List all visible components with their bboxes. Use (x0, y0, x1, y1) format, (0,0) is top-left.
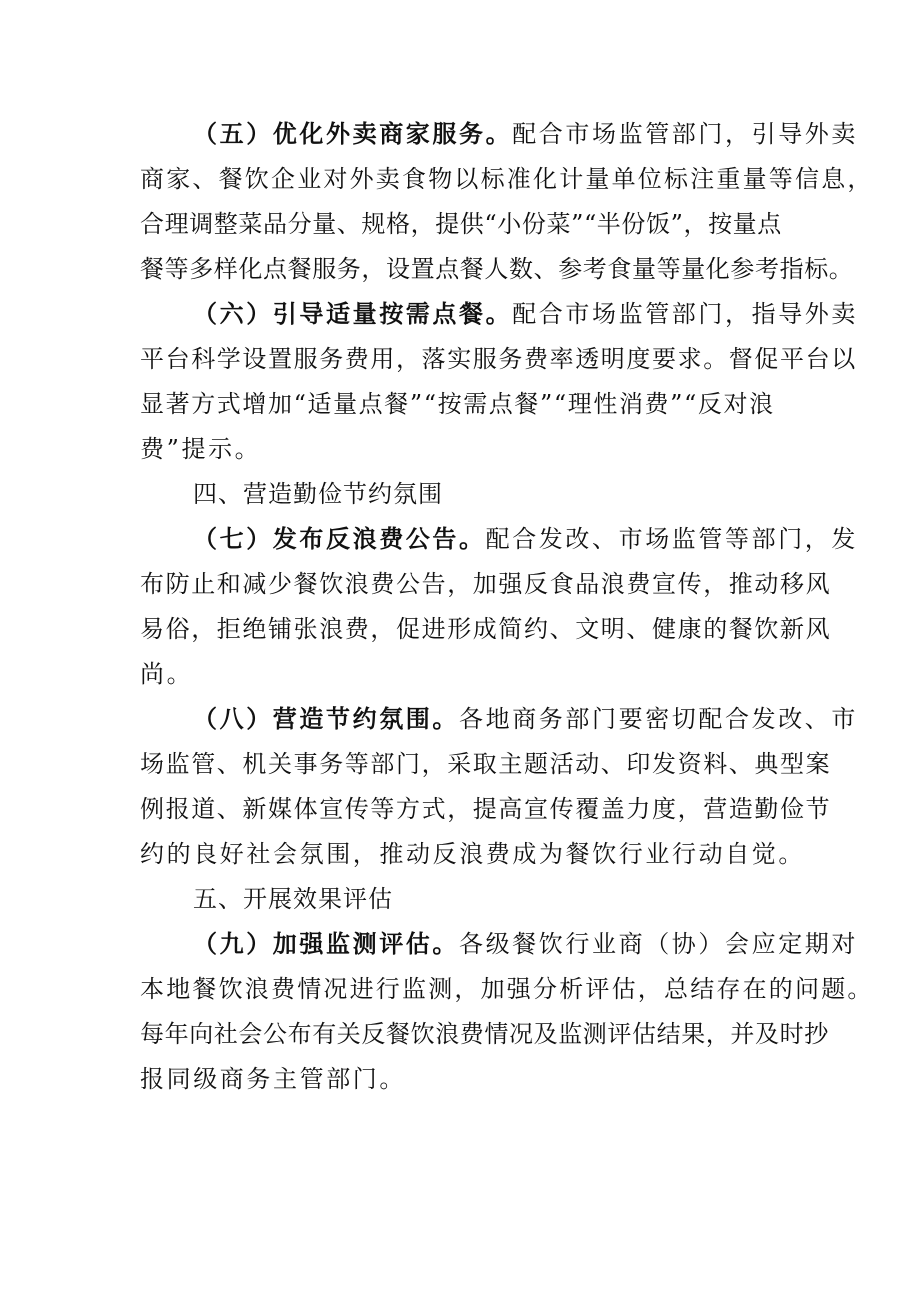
paragraph-8-line-4: 约的良好社会氛围，推动反浪费成为餐饮行业行动自觉。 (140, 840, 805, 868)
paragraph-5-line-4: 餐等多样化点餐服务，设置点餐人数、参考食量等量化参考指标。 (140, 255, 854, 283)
paragraph-8-line-3: 例报道、新媒体宣传等方式，提高宣传覆盖力度，营造勤俭节 (140, 795, 832, 823)
paragraph-8-text: 各地商务部门要密切配合发改、市 (459, 705, 858, 733)
paragraph-7-line-2: 布防止和减少餐饮浪费公告，加强反食品浪费宣传，推动移风 (140, 570, 832, 598)
paragraph-5-line-1 (193, 114, 858, 154)
paragraph-7-line-4: 尚。 (140, 660, 194, 688)
paragraph-8-lead: （八）营造节约氛围。 (193, 705, 459, 733)
paragraph-6-lead: （六）引导适量按需点餐。 (193, 300, 513, 328)
paragraph-8-line-1 (193, 699, 858, 739)
paragraph-6-line-3: 显著方式增加“适量点餐”“按需点餐”“理性消费”“反对浪 (140, 390, 775, 418)
paragraph-9-line-3: 每年向社会公布有关反餐饮浪费情况及监测评估结果，并及时抄 (140, 1020, 829, 1048)
paragraph-6-line-4: 费”提示。 (140, 435, 262, 463)
paragraph-7-lead: （七）发布反浪费公告。 (193, 525, 486, 553)
paragraph-5-text: 配合市场监管部门，引导外卖 (512, 120, 859, 148)
paragraph-5-line-2: 商家、餐饮企业对外卖食物以标准化计量单位标注重量等信息， (140, 165, 874, 193)
paragraph-5-line-3: 合理调整菜品分量、规格，提供“小份菜”“半份饭”，按量点 (140, 210, 782, 238)
section-heading-4: 四、营造勤俭节约氛围 (193, 480, 443, 508)
paragraph-7-text: 配合发改、市场监管等部门，发 (485, 525, 859, 553)
paragraph-9-lead: （九）加强监测评估。 (193, 930, 459, 958)
paragraph-9-text: 各级餐饮行业商（协）会应定期对 (459, 930, 858, 958)
paragraph-7-line-3: 易俗，拒绝铺张浪费，促进形成简约、文明、健康的餐饮新风 (140, 615, 832, 643)
paragraph-9-line-2: 本地餐饮浪费情况进行监测，加强分析评估，总结存在的问题。 (140, 975, 874, 1003)
section-heading-5: 五、开展效果评估 (193, 885, 393, 913)
paragraph-9-line-1 (193, 924, 858, 964)
paragraph-8-line-2: 场监管、机关事务等部门，采取主题活动、印发资料、典型案 (140, 750, 832, 778)
paragraph-6-line-1 (193, 294, 858, 334)
paragraph-5-lead: （五）优化外卖商家服务。 (193, 120, 513, 148)
paragraph-9-line-4: 报同级商务主管部门。 (140, 1065, 406, 1093)
paragraph-6-line-2: 平台科学设置服务费用，落实服务费率透明度要求。督促平台以 (140, 345, 857, 373)
paragraph-7-line-1 (193, 519, 858, 559)
paragraph-6-text: 配合市场监管部门，指导外卖 (512, 300, 859, 328)
